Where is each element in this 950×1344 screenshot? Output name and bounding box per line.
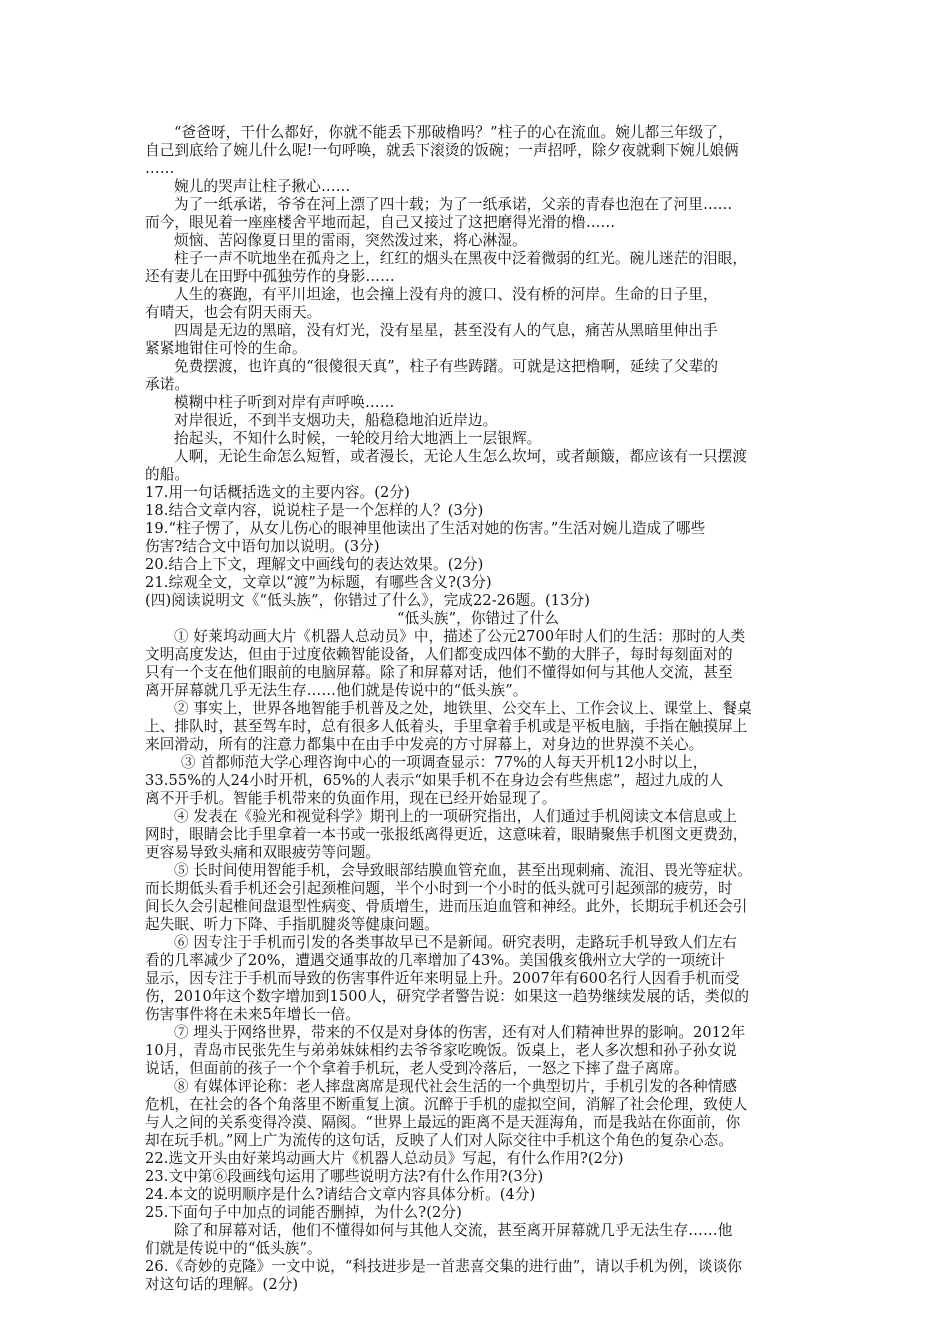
- story-line: 人啊，无论生命怎么短暂，或者漫长，无论人生怎么坎坷，或者颠簸，都应该有一只摆渡: [174, 448, 748, 465]
- article-line: 显示，因专注于手机而导致的伤害事件近年来明显上升。2007年有600名行人因看手机而受: [145, 970, 740, 987]
- story-line: 婉儿的哭声让柱子揪心……: [174, 178, 351, 195]
- story-line: 人生的赛跑，有平川坦途，也会撞上没有舟的渡口、没有桥的河岸。生命的日子里，: [174, 286, 718, 303]
- questions-17-21: [145, 484, 811, 592]
- story-line: “爸爸呀，干什么都好，你就不能丢下那破橹吗？”柱子的心在流血。婉儿都三年级了，: [174, 124, 733, 141]
- article-line: 离开屏幕就几乎无法生存……他们就是传说中的“低头族”。: [145, 682, 528, 699]
- article-line: 只有一个支在他们眼前的电脑屏幕。除了和屏幕对话，他们不懂得如何与其他人交流，甚至: [145, 664, 733, 681]
- article-line: ② 事实上，世界各地智能手机普及之处，地铁里、公交车上、工作会议上、课堂上、餐桌: [174, 700, 752, 717]
- article-line: 起失眠、听力下降、手指肌腱炎等健康问题。: [145, 916, 439, 933]
- story-line: 为了一纸承诺，爷爷在河上漂了四十载；为了一纸承诺，父亲的青春也泡在了河里……: [174, 196, 733, 213]
- story-line: 的船。: [145, 466, 190, 483]
- story-line: 自己到底给了婉儿什么呢!一句呼唤，就丢下滚烫的饭碗；一声招呼，除夕夜就剩下婉儿娘俩: [145, 142, 739, 159]
- article-line: 更容易导致头痛和双眼疲劳等问题。: [145, 844, 381, 861]
- story-line: 还有妻儿在田野中孤独劳作的身影……: [145, 268, 395, 285]
- question-23: 23.文中第⑥段画线句运用了哪些说明方法?有什么作用?(3分): [145, 1168, 544, 1185]
- story-line: 紧紧地钳住可怜的生命。: [145, 340, 307, 357]
- question-21: 21.综观全文，文章以“渡”为标题，有哪些含义?(3分): [145, 574, 492, 591]
- article-line: 说话，但面前的孩子一个个拿着手机玩，老人受到冷落后，一怒之下摔了盘子离席。: [145, 1060, 689, 1077]
- story-line: 有晴天，也会有阴天雨天。: [145, 304, 322, 321]
- article-text: [145, 628, 811, 1150]
- article-line: 而长期低头看手机还会引起颈椎问题，半个小时到一个小时的低头就可引起颈部的疲劳，时: [145, 880, 733, 897]
- article-line: ⑧ 有媒体评论称：老人摔盘离席是现代社会生活的一个典型切片，手机引发的各种情感: [174, 1078, 738, 1095]
- article-line: 离不开手机。智能手机带来的负面作用，现在已经开始显现了。: [145, 790, 557, 807]
- story-line: 对岸很近，不到半支烟功夫，船稳稳地泊近岸边。: [174, 412, 498, 429]
- article-line: 危机，在社会的各个角落里不断重复上演。沉醉于手机的虚拟空间，消解了社会伦理，致使人: [145, 1096, 748, 1113]
- article-line: 与人之间的关系变得冷漠、隔阂。“世界上最远的距离不是天涯海角，而是我站在你面前，你: [145, 1114, 741, 1131]
- article-line: 上、排队时，甚至驾车时，总有很多人低着头，手里拿着手机或是平板电脑，手指在触摸屏上: [145, 718, 748, 735]
- story-line: 模糊中柱子听到对岸有声呼唤……: [174, 394, 395, 411]
- story-text: [145, 124, 811, 484]
- quote-line: 除了和屏幕对话，他们不懂得如何与其他人交流，甚至离开屏幕就几乎无法生存……他: [174, 1222, 733, 1239]
- question-25: 25.下面句子中加点的词能否删掉，为什么?(2分): [145, 1204, 462, 1221]
- article-line: ⑦ 埋头于网络世界，带来的不仅是对身体的伤害，还有对人们精神世界的影响。2012年: [174, 1024, 746, 1041]
- question-26-block: [145, 1258, 811, 1294]
- question-24: 24.本文的说明顺序是什么?请结合文章内容具体分析。(4分): [145, 1186, 536, 1203]
- article-title: “低头族”，你错过了什么: [396, 610, 560, 627]
- article-line: 伤害事件将在未来5年增长一倍。: [145, 1006, 361, 1023]
- story-line: 抬起头，不知什么时候，一轮皎月给大地洒上一层银辉。: [174, 430, 542, 447]
- article-line: 网时，眼睛会比手里拿着一本书或一张报纸离得更近，这意味着，眼睛聚焦手机图文更费劲，: [145, 826, 748, 843]
- story-line: 烦恼、苦闷像夏日里的雷雨，突然泼过来，将心淋湿。: [174, 232, 527, 249]
- section-header: (四)阅读说明文《“低头族”，你错过了什么》，完成22-26题。(13分): [145, 592, 590, 609]
- article-line: 看的几率减少了20%，遭遇交通事故的几率增加了43%。美国俄亥俄州立大学的一项统计: [145, 952, 725, 969]
- article-line: 却在玩手机。”网上广为流传的这句话，反映了人们对人际交往中手机这个角色的复杂心态。: [145, 1132, 734, 1149]
- article-line: 33.55%的人24小时开机，65%的人表示“如果手机不在身边会有些焦虑”，超过九成的人: [145, 772, 724, 789]
- article-line: ① 好莱坞动画大片《机器人总动员》中，描述了公元2700年时人们的生活：那时的人类: [174, 628, 746, 645]
- question-26-cont: 对这句话的理解。(2分): [145, 1276, 299, 1293]
- question-20: 20.结合上下文，理解文中画线句的表达效果。(2分): [145, 556, 484, 573]
- story-line: 承诺。: [145, 376, 190, 393]
- questions-22-25: [145, 1150, 811, 1222]
- question-17: 17.用一句话概括选文的主要内容。(2分): [145, 484, 410, 501]
- article-line: ⑥ 因专注于手机而引发的各类事故早已不是新闻。研究表明，走路玩手机导致人们左右: [174, 934, 738, 951]
- story-line: 而今，眼见着一座座楼舍平地而起，自己又接过了这把磨得光滑的橹……: [145, 214, 616, 231]
- story-line: 四周是无边的黑暗，没有灯光，没有星星，甚至没有人的气息，痛苦从黑暗里伸出手: [174, 322, 718, 339]
- question-26: 26.《奇妙的克隆》一文中说，“科技进步是一首悲喜交集的进行曲”，请以手机为例，谈谈你: [145, 1258, 742, 1275]
- story-line: 柱子一声不吭地坐在孤舟之上，红红的烟头在黑夜中泛着微弱的红光。碗儿迷茫的泪眼，: [174, 250, 748, 267]
- article-line: ⑤ 长时间使用智能手机，会导致眼部结膜血管充血，甚至出现刺痛、流泪、畏光等症状。: [174, 862, 752, 879]
- article-line: 伤，2010年这个数字增加到1500人，研究学者警告说：如果这一趋势继续发展的话，类似的: [145, 988, 750, 1005]
- quote-line: 们就是传说中的“低头族”。: [145, 1240, 322, 1257]
- document-page: [145, 124, 811, 1294]
- article-line: ③ 首都师范大学心理咨询中心的一项调查显示：77%的人每天开机12小时以上，: [181, 754, 708, 771]
- question-19: 19.“柱子愣了，从女儿伤心的眼神里他读出了生活对她的伤害。”生活对婉儿造成了哪些: [145, 520, 706, 537]
- article-line: ④ 发表在《验光和视觉科学》期刊上的一项研究指出，人们通过手机阅读文本信息或上: [174, 808, 738, 825]
- story-line: 免费摆渡，也许真的“很傻很天真”，柱子有些踌躇。可就是这把橹啊，延续了父辈的: [174, 358, 719, 375]
- article-line: 10月，青岛市民张先生与弟弟妹妹相约去爷爷家吃晚饭。饭桌上，老人多次想和孙子孙女说: [145, 1042, 737, 1059]
- article-line: 来回滑动，所有的注意力都集中在由手中发亮的方寸屏幕上，对身边的世界漠不关心。: [145, 736, 704, 753]
- article-line: 文明高度发达，但由于过度依赖智能设备，人们都变成四体不勤的大胖子，每时每刻面对的: [145, 646, 733, 663]
- quoted-sentence: [145, 1222, 811, 1258]
- question-18: 18.结合文章内容，说说柱子是一个怎样的人？(3分): [145, 502, 484, 519]
- article-line: 间长久会引起椎间盘退型性病变、骨质增生，进而压迫血管和神经。此外，长期玩手机还会引: [145, 898, 748, 915]
- question-19-cont: 伤害?结合文中语句加以说明。(3分): [145, 538, 380, 555]
- story-line: ……: [145, 160, 175, 177]
- question-22: 22.选文开头由好莱坞动画大片《机器人总动员》写起，有什么作用?(2分): [145, 1150, 624, 1167]
